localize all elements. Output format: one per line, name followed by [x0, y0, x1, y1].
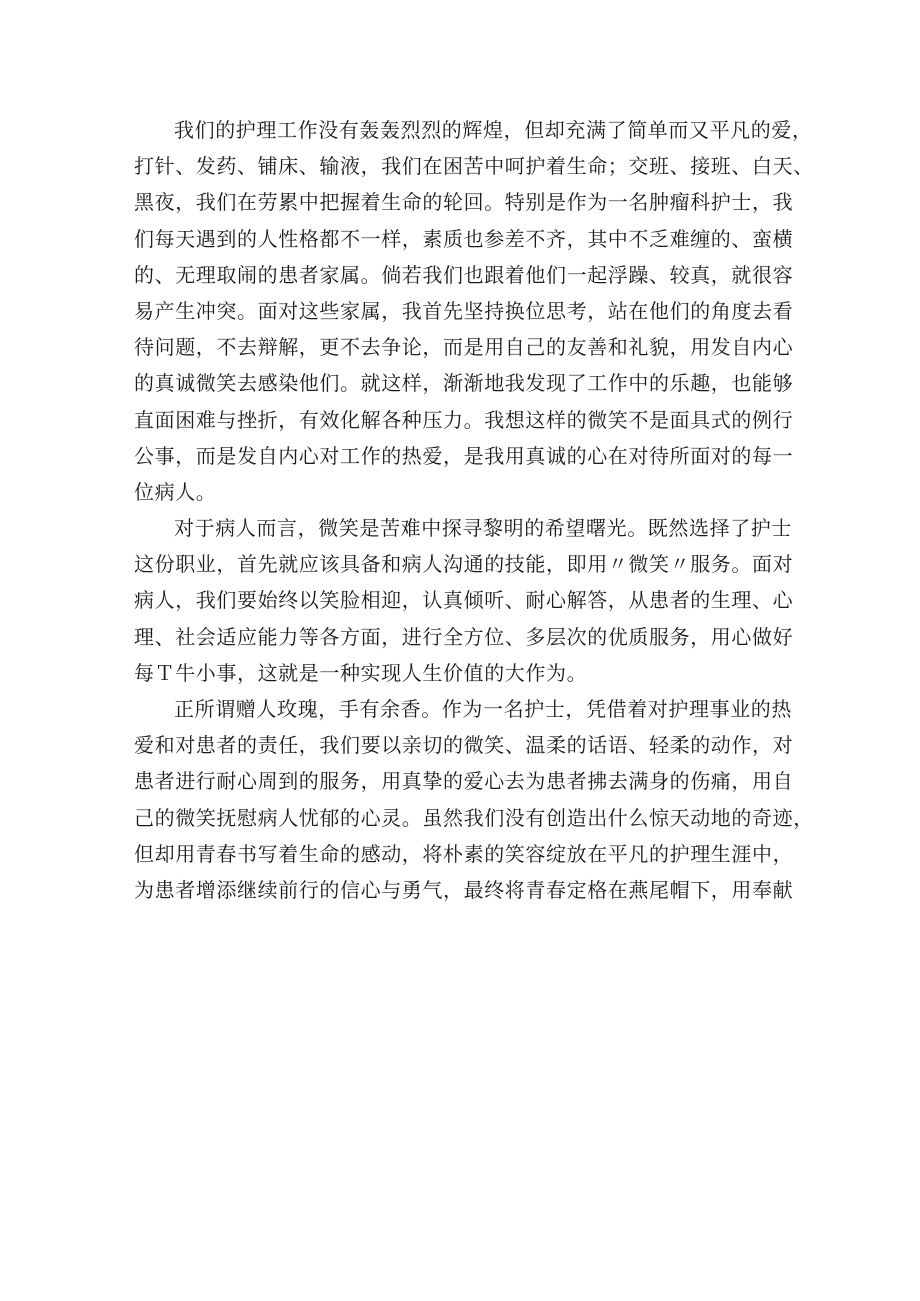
text-line: 理、社会适应能力等各方面，进行全方位、多层次的优质服务，用心做好 — [134, 624, 794, 649]
text-line: 病人，我们要始终以笑脸相迎，认真倾听、耐心解答，从患者的生理、心 — [134, 588, 794, 613]
text-line: 打针、发药、铺床、输液，我们在困苦中呵护着生命；交班、接班、白天、 — [134, 154, 814, 179]
text-line: 的真诚微笑去感染他们。就这样，渐渐地我发现了工作中的乐趣，也能够 — [134, 371, 794, 396]
text-line: 每Ｔ牛小事，这就是一种实现人生价值的大作为。 — [134, 660, 588, 685]
text-line: 黑夜，我们在劳累中把握着生命的轮回。特别是作为一名肿瘤科护士，我 — [134, 190, 794, 215]
text-line: 直面困难与挫折，有效化解各种压力。我想这样的微笑不是面具式的例行 — [134, 407, 794, 432]
text-line: 爱和对患者的责任，我们要以亲切的微笑、温柔的话语、轻柔的动作，对 — [134, 733, 794, 758]
text-line: 公事，而是发自内心对工作的热爱，是我用真诚的心在对待所面对的每一 — [134, 443, 794, 468]
text-line: 这份职业，首先就应该具备和病人沟通的技能，即用〃微笑〃服务。面对 — [134, 552, 794, 577]
text-line: 己的微笑抚慰病人忧郁的心灵。虽然我们没有创造出什么惊天动地的奇迹， — [134, 805, 814, 830]
text-line: 位病人。 — [134, 479, 217, 504]
text-line: 们每天遇到的人性格都不一样，素质也参差不齐，其中不乏难缠的、蛮横 — [134, 226, 794, 251]
text-line: 但却用青春书写着生命的感动，将朴素的笑容绽放在平凡的护理生涯中， — [134, 841, 794, 866]
text-line: 待问题，不去辩解，更不去争论，而是用自己的友善和礼貌，用发自内心 — [134, 335, 794, 360]
text-line: 正所谓赠人玫瑰，手有余香。作为一名护士，凭借着对护理事业的热 — [174, 697, 792, 721]
document-body — [134, 112, 814, 908]
paragraph-2 — [134, 510, 794, 691]
paragraph-1 — [134, 112, 814, 510]
text-line: 的、无理取闹的患者家属。倘若我们也跟着他们一起浮躁、较真，就很容 — [134, 262, 794, 287]
text-line: 对于病人而言，微笑是苦难中探寻黎明的希望曙光。既然选择了护士 — [174, 516, 792, 541]
paragraph-3 — [134, 691, 814, 908]
text-line: 我们的护理工作没有轰轰烈烈的辉煌，但却充满了简单而又平凡的爱， — [174, 118, 813, 142]
text-line: 为患者增添继续前行的信心与勇气，最终将青春定格在燕尾帽下，用奉献 — [134, 877, 794, 902]
text-line: 易产生冲突。面对这些家属，我首先坚持换位思考，站在他们的角度去看 — [134, 298, 794, 323]
text-line: 患者进行耐心周到的服务，用真挚的爱心去为患者拂去满身的伤痛，用自 — [134, 769, 794, 794]
